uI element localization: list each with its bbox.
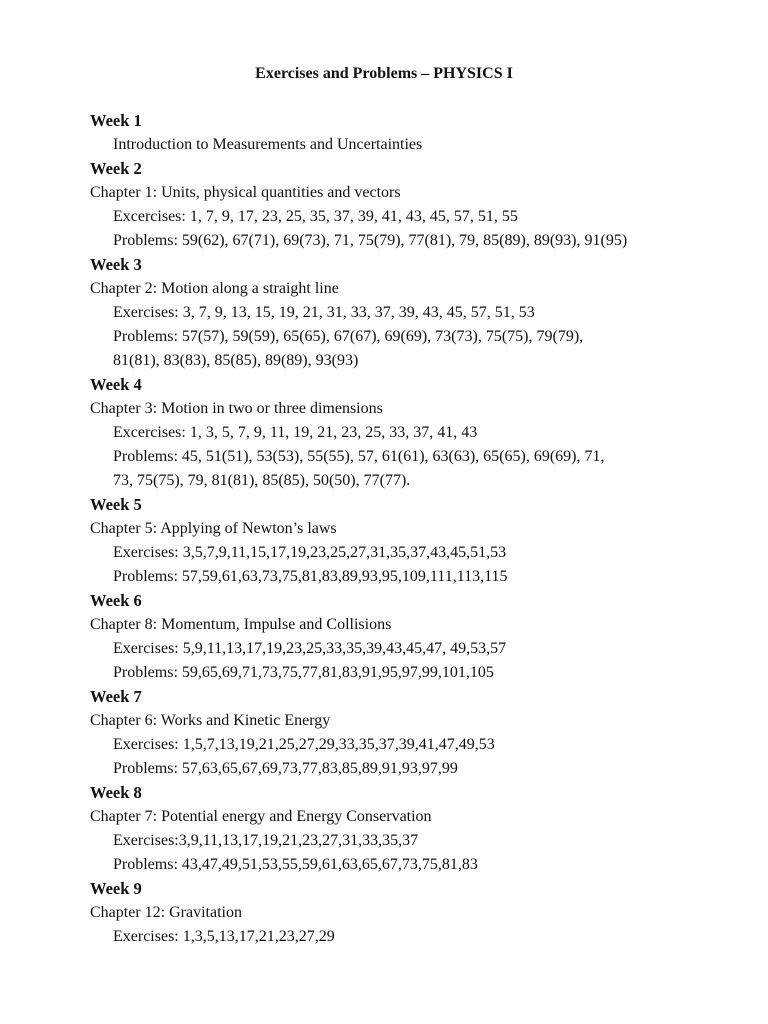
assignment-line: Exercises: 5,9,11,13,17,19,23,25,33,35,39,43,45,47, 49,53,57 bbox=[113, 640, 507, 657]
assignment-line: Problems: 57,59,61,63,73,75,81,83,89,93,95,109,111,113,115 bbox=[113, 568, 508, 585]
week-heading: Week 4 bbox=[90, 375, 142, 394]
week-heading: Week 7 bbox=[90, 687, 142, 706]
assignment-line: Excercises: 1, 3, 5, 7, 9, 11, 19, 21, 23, 25, 33, 37, 41, 43 bbox=[113, 424, 478, 441]
assignment-line: Problems: 57(57), 59(59), 65(65), 67(67), 69(69), 73(73), 75(75), 79(79), bbox=[113, 328, 584, 345]
week-heading: Week 2 bbox=[90, 159, 142, 178]
week-section bbox=[90, 685, 730, 781]
assignment-line: Problems: 57,63,65,67,69,73,77,83,85,89,91,93,97,99 bbox=[113, 760, 458, 777]
chapter-line: Chapter 1: Units, physical quantities and vectors bbox=[90, 184, 401, 201]
week-section bbox=[90, 877, 730, 949]
week-heading: Week 5 bbox=[90, 495, 142, 514]
assignment-line: Exercises:3,9,11,13,17,19,21,23,27,31,33,35,37 bbox=[113, 832, 419, 849]
week-section bbox=[90, 781, 730, 877]
week-section bbox=[90, 589, 730, 685]
chapter-line: Chapter 6: Works and Kinetic Energy bbox=[90, 712, 331, 729]
week-heading: Week 8 bbox=[90, 783, 142, 802]
week-section bbox=[90, 373, 730, 493]
assignment-line: Exercises: 3,5,7,9,11,15,17,19,23,25,27,31,35,37,43,45,51,53 bbox=[113, 544, 507, 561]
assignment-line: Excercises: 1, 7, 9, 17, 23, 25, 35, 37, 39, 41, 43, 45, 57, 51, 55 bbox=[113, 208, 518, 225]
week-section bbox=[90, 157, 730, 253]
chapter-line: Chapter 7: Potential energy and Energy Conservation bbox=[90, 808, 432, 825]
chapter-line: Chapter 5: Applying of Newton’s laws bbox=[90, 520, 337, 537]
chapter-line: Chapter 3: Motion in two or three dimensions bbox=[90, 400, 383, 417]
week-heading: Week 1 bbox=[90, 111, 142, 130]
week-section bbox=[90, 253, 730, 373]
assignment-line: Problems: 43,47,49,51,53,55,59,61,63,65,67,73,75,81,83 bbox=[113, 856, 478, 873]
document-title: Exercises and Problems – PHYSICS I bbox=[255, 65, 513, 82]
week-heading: Week 6 bbox=[90, 591, 142, 610]
document-page bbox=[90, 62, 730, 949]
chapter-line: Chapter 12: Gravitation bbox=[90, 904, 242, 921]
document-body bbox=[90, 109, 730, 949]
assignment-line: Introduction to Measurements and Uncertainties bbox=[113, 136, 423, 153]
week-heading: Week 3 bbox=[90, 255, 142, 274]
assignment-line: Exercises: 1,3,5,13,17,21,23,27,29 bbox=[113, 928, 335, 945]
assignment-line: Exercises: 1,5,7,13,19,21,25,27,29,33,35,37,39,41,47,49,53 bbox=[113, 736, 495, 753]
assignment-line: Problems: 59(62), 67(71), 69(73), 71, 75(79), 77(81), 79, 85(89), 89(93), 91(95) bbox=[113, 232, 628, 249]
assignment-line: Problems: 59,65,69,71,73,75,77,81,83,91,95,97,99,101,105 bbox=[113, 664, 494, 681]
week-section bbox=[90, 109, 730, 157]
assignment-line: Problems: 45, 51(51), 53(53), 55(55), 57, 61(61), 63(63), 65(65), 69(69), 71, bbox=[113, 448, 605, 465]
assignment-line: 81(81), 83(83), 85(85), 89(89), 93(93) bbox=[113, 352, 359, 369]
chapter-line: Chapter 8: Momentum, Impulse and Collisions bbox=[90, 616, 392, 633]
week-section bbox=[90, 493, 730, 589]
chapter-line: Chapter 2: Motion along a straight line bbox=[90, 280, 339, 297]
assignment-line: Exercises: 3, 7, 9, 13, 15, 19, 21, 31, 33, 37, 39, 43, 45, 57, 51, 53 bbox=[113, 304, 535, 321]
week-heading: Week 9 bbox=[90, 879, 142, 898]
assignment-line: 73, 75(75), 79, 81(81), 85(85), 50(50), 77(77). bbox=[113, 472, 411, 489]
